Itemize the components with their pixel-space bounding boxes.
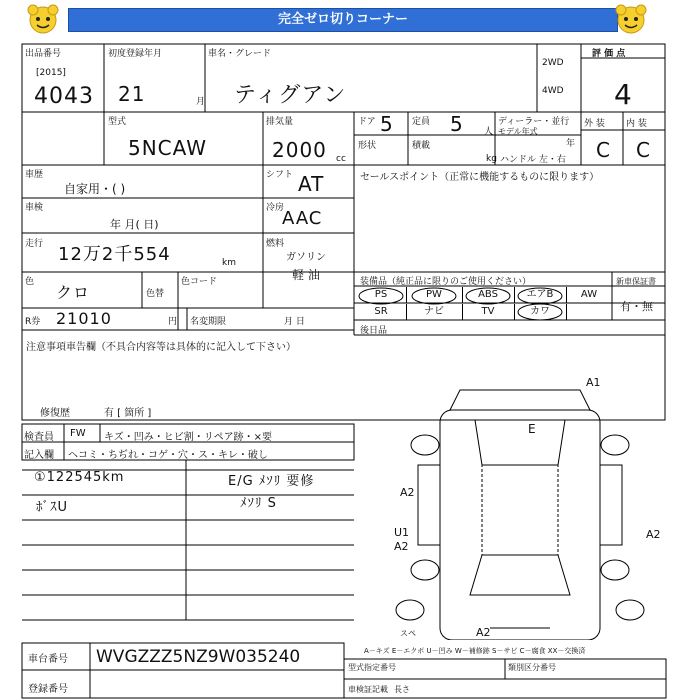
handwritten-note-1: ①122545km: [34, 470, 125, 485]
category-label: 車歴: [25, 170, 44, 180]
repair-value: 有 [ 箇所 ]: [104, 408, 152, 419]
exterior-grade: C: [596, 138, 611, 162]
mileage-value: 12万2千554: [58, 244, 171, 265]
class-label: 類別区分番号: [508, 663, 556, 672]
rear-seat-label: 後日品: [360, 326, 388, 336]
recycle-label: R券: [25, 317, 41, 327]
name-change-label: 名変期限: [190, 317, 227, 327]
year-tag: [2015]: [36, 68, 66, 78]
fuel-value: ガソリン: [286, 252, 326, 263]
rating-value: 4: [614, 78, 633, 111]
handwritten-note-3: E/G ﾒｿﾘ 要修: [228, 474, 315, 489]
equip-pw: PW: [406, 287, 463, 303]
lot-number: 4043: [34, 84, 94, 109]
first-reg-label: 初度登録年月: [108, 49, 163, 59]
year-unit: 年: [566, 139, 576, 149]
sales-point-label: セールスポイント（正常に機能するものに限ります）: [360, 172, 600, 183]
yen-unit: 円: [168, 317, 178, 327]
drive-2wd: 2WD: [542, 58, 564, 68]
banner-title: 完全ゼロ切りコーナー: [68, 8, 618, 32]
equip-airbag: エアB: [514, 287, 567, 303]
repaint-label: 色替: [146, 289, 165, 299]
reg-cert-label: 車検証記載: [348, 685, 388, 694]
shift-label: シフト: [266, 170, 294, 180]
chassis-label: 車台番号: [28, 654, 68, 665]
exterior-label: 外 装: [584, 119, 605, 129]
inspector-legend-1: キズ・凹み・ヒビ割・リペア跡・×要: [104, 432, 272, 443]
category-value: 自家用・( ): [64, 182, 126, 196]
equip-aw: AW: [580, 289, 598, 300]
registration-label: 登録番号: [28, 684, 68, 695]
model-label: 車名・グレード: [208, 49, 272, 59]
capacity-label: 定員: [412, 117, 431, 127]
person-unit: 人: [484, 127, 494, 137]
type-cert-label: 型式指定番号: [348, 663, 396, 672]
damage-mark-2: E: [528, 422, 536, 436]
kg-unit: kg: [486, 154, 497, 164]
fuel-label: 燃料: [266, 239, 285, 249]
model-year-label: モデル年式: [498, 127, 538, 136]
cooler-label: 冷房: [266, 203, 285, 213]
mileage-label: 走行: [25, 239, 44, 249]
door-label: ドア: [358, 117, 376, 127]
interior-label: 内 装: [626, 119, 647, 129]
type-value: 5NCAW: [128, 136, 208, 160]
inspection-value: 年 月( 日): [110, 218, 159, 231]
inspector-label: 検査員: [24, 432, 54, 443]
interior-grade: C: [636, 138, 651, 162]
inspector-legend-2: ヘコミ・ちぢれ・コゲ・穴・ス・キレ・破し: [68, 450, 268, 461]
equip-sr: SR: [356, 304, 407, 320]
damage-mark-3: A2: [400, 486, 415, 499]
warranty-value: 有・無: [620, 300, 653, 313]
handle-label: ハンドル 左・右: [500, 155, 566, 165]
equip-tv: TV: [462, 304, 515, 320]
diagram-legend: A－キズ E－エクボ U－凹み W－補修跡 S－サビ C－腐食 XX－交換済: [364, 647, 586, 655]
damage-mark-5: A2: [394, 540, 409, 553]
car-damage-diagram: [380, 370, 665, 640]
km-unit: km: [222, 258, 236, 268]
damage-mark-4: U1: [394, 526, 410, 539]
capacity-value: 5: [450, 112, 464, 136]
equip-leather: カワ: [514, 304, 567, 320]
warranty-label: 新車保証書: [616, 277, 656, 286]
length-label: 長さ: [394, 685, 410, 694]
cooler-value: AAC: [282, 208, 323, 229]
model-name: ティグアン: [234, 83, 347, 108]
door-value: 5: [380, 112, 394, 136]
name-change-value: 月 日: [284, 317, 305, 327]
rating-label: 評 価 点: [592, 49, 626, 59]
inspector-code: FW: [70, 428, 86, 439]
damage-mark-7: A2: [476, 626, 491, 639]
repair-label: 修復歴: [40, 408, 70, 419]
recycle-value: 21010: [56, 309, 112, 328]
inspection-label: 車検: [25, 203, 44, 213]
damage-mark-1: A1: [586, 376, 601, 389]
equip-abs: ABS: [462, 287, 515, 303]
color-value: クロ: [56, 283, 91, 302]
handwritten-note-2: ﾎﾞｽU: [36, 500, 69, 515]
recorder-label: 記入欄: [24, 450, 54, 461]
type-label: 型式: [108, 117, 127, 127]
cc-unit: cc: [336, 154, 346, 164]
displacement-label: 排気量: [266, 117, 294, 127]
fuel-alt: 軽 油: [292, 268, 320, 282]
displacement-value: 2000: [272, 138, 327, 162]
drive-4wd: 4WD: [542, 86, 564, 96]
shift-value: AT: [298, 172, 325, 196]
handwritten-note-4: ﾒｿﾘ S: [240, 496, 277, 511]
notes-label: 注意事項車告欄（不具合内容等は具体的に記入して下さい）: [26, 342, 296, 353]
equip-ps: PS: [356, 287, 407, 303]
load-label: 積載: [412, 141, 431, 151]
color-label: 色: [25, 277, 35, 287]
equip-navi: ナビ: [406, 304, 463, 320]
damage-mark-8: スペ: [400, 629, 416, 638]
month-unit: 月: [196, 97, 206, 107]
chassis-value: WVGZZZ5NZ9W035240: [96, 647, 301, 667]
first-reg-year: 21: [118, 82, 146, 106]
damage-mark-6: A2: [646, 528, 661, 541]
equipment-label: 装備品（純正品に限りのご使用ください）: [360, 277, 532, 287]
color-code-label: 色コード: [181, 277, 218, 287]
shape-label: 形状: [358, 141, 377, 151]
dealer-label: ディーラー・並行: [498, 117, 570, 127]
lot-label: 出品番号: [25, 49, 62, 59]
